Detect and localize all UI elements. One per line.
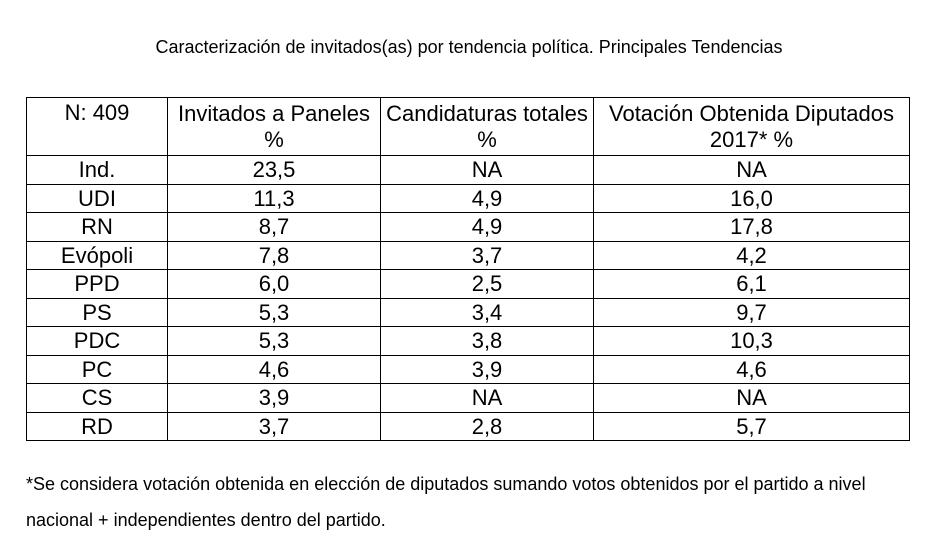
party-cell: PC xyxy=(27,355,168,384)
party-tendency-table xyxy=(26,97,910,441)
party-cell: CS xyxy=(27,384,168,413)
candidaturas-cell: NA xyxy=(381,156,594,185)
header-candidaturas: Candidaturas totales % xyxy=(381,98,594,156)
table-row xyxy=(27,412,910,441)
candidaturas-cell: 3,4 xyxy=(381,298,594,327)
invitados-cell: 8,7 xyxy=(168,213,381,242)
votacion-cell: 4,6 xyxy=(594,355,910,384)
invitados-cell: 4,6 xyxy=(168,355,381,384)
table-title: Caracterización de invitados(as) por tendencia política. Principales Tendencias xyxy=(155,37,783,57)
party-cell: PS xyxy=(27,298,168,327)
votacion-cell: 10,3 xyxy=(594,327,910,356)
candidaturas-cell: NA xyxy=(381,384,594,413)
invitados-cell: 3,7 xyxy=(168,412,381,441)
candidaturas-cell: 2,5 xyxy=(381,270,594,299)
candidaturas-cell: 4,9 xyxy=(381,184,594,213)
table-row xyxy=(27,213,910,242)
invitados-cell: 3,9 xyxy=(168,384,381,413)
candidaturas-cell: 2,8 xyxy=(381,412,594,441)
header-n: N: 409 xyxy=(27,98,168,156)
table-body xyxy=(27,156,910,441)
table-row xyxy=(27,355,910,384)
party-cell: PDC xyxy=(27,327,168,356)
invitados-cell: 5,3 xyxy=(168,298,381,327)
votacion-cell: 9,7 xyxy=(594,298,910,327)
header-row xyxy=(27,98,910,156)
table-row xyxy=(27,270,910,299)
votacion-cell: NA xyxy=(594,384,910,413)
table-row xyxy=(27,298,910,327)
votacion-cell: 5,7 xyxy=(594,412,910,441)
candidaturas-cell: 3,9 xyxy=(381,355,594,384)
candidaturas-cell: 3,7 xyxy=(381,241,594,270)
candidaturas-cell: 4,9 xyxy=(381,213,594,242)
votacion-cell: 17,8 xyxy=(594,213,910,242)
invitados-cell: 23,5 xyxy=(168,156,381,185)
candidaturas-cell: 3,8 xyxy=(381,327,594,356)
table-row xyxy=(27,384,910,413)
votacion-cell: 16,0 xyxy=(594,184,910,213)
table-row xyxy=(27,156,910,185)
party-cell: RD xyxy=(27,412,168,441)
party-cell: UDI xyxy=(27,184,168,213)
party-cell: RN xyxy=(27,213,168,242)
invitados-cell: 6,0 xyxy=(168,270,381,299)
party-cell: PPD xyxy=(27,270,168,299)
table-row xyxy=(27,327,910,356)
header-votacion: Votación Obtenida Diputados 2017* % xyxy=(594,98,910,156)
invitados-cell: 11,3 xyxy=(168,184,381,213)
invitados-cell: 5,3 xyxy=(168,327,381,356)
header-invitados: Invitados a Paneles % xyxy=(168,98,381,156)
party-cell: Ind. xyxy=(27,156,168,185)
table-row xyxy=(27,184,910,213)
party-cell: Evópoli xyxy=(27,241,168,270)
votacion-cell: 6,1 xyxy=(594,270,910,299)
votacion-cell: 4,2 xyxy=(594,241,910,270)
votacion-cell: NA xyxy=(594,156,910,185)
table-row xyxy=(27,241,910,270)
footnote: *Se considera votación obtenida en elección de diputados sumando votos obtenidos por el partido a nivel nacional + independientes dentro del partido. xyxy=(26,474,866,530)
invitados-cell: 7,8 xyxy=(168,241,381,270)
